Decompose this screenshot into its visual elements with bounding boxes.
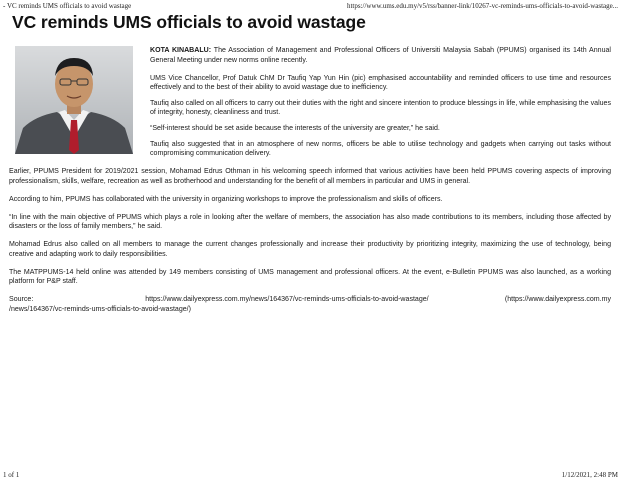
source-link[interactable]: https://www.dailyexpress.com.my/news/164367/vc-reminds-ums-officials-to-avoid-wastage/ [145, 296, 429, 304]
body-paragraph: The MATPPUMS-14 held online was attended by 149 members consisting of UMS management and professional officers. At the event, e-Bulletin PPUMS was also launched, as a working platform for P&P staff. [9, 268, 611, 286]
source-link-paren-continued[interactable]: /news/164367/vc-reminds-ums-officials-to-avoid-wastage/) [9, 306, 191, 314]
article-title: VC reminds UMS officials to avoid wastage [12, 12, 366, 32]
body-paragraph: Earlier, PPUMS President for 2019/2021 session, Mohamad Edrus Othman in his welcoming speech informed that various activities have been held PPUMS covering aspects of improving professionalism, skills, welfare, recreation as well as brotherhood and understanding for the benefit of all members in particular and UMS in general. [9, 168, 611, 185]
article-body [9, 46, 611, 315]
vice-chancellor-photo [15, 46, 133, 154]
body-paragraph: Mohamad Edrus also called on all members to manage the current changes professionally and increase their productivity by prioritizing integrity, maximizing the use of technology, being creative and adapting work to daily responsibilities. [9, 241, 611, 258]
source-label: Source: [9, 296, 34, 304]
source-block [9, 295, 611, 314]
dateline: KOTA KINABALU: [150, 47, 212, 54]
print-footer [0, 470, 621, 480]
lead-text: The Association of Management and Professional Officers of Universiti Malaysia Sabah (PPUMS) organised its 14th Annual General Meeting under new norms online recently. [150, 47, 611, 64]
print-header-url: https://www.ums.edu.my/v5/rss/banner-link/10267-vc-reminds-ums-officials-to-avoid-wastage... [346, 2, 618, 10]
quote-paragraph: “In line with the main objective of PPUMS which plays a role in looking after the welfare of members, the association has also made contributions to its members, including those affected by disasters or the loss of family members,” he said. [9, 213, 611, 231]
body-paragraph: UMS Vice Chancellor, Prof Datuk ChM Dr Taufiq Yap Yun Hin (pic) emphasised accountability and reminded officers to use time and resources effectively and to the best of their ability to avoid wastage due to inefficiency. [150, 74, 611, 92]
source-link-paren[interactable]: (https://www.dailyexpress.com.my [504, 296, 611, 304]
print-datetime: 1/12/2021, 2:48 PM [561, 471, 618, 479]
quote-paragraph: “Self-interest should be set aside because the interests of the university are greater,” he said. [150, 124, 440, 132]
body-paragraph: Taufiq also suggested that in an atmosphere of new norms, officers be able to utilise technology and gadgets when carrying out tasks without compromising communication delivery. [150, 140, 611, 158]
print-header [0, 1, 621, 11]
body-paragraph: According to him, PPUMS has collaborated with the university in organizing workshops to improve the professionalism and skills of officers. [9, 195, 443, 203]
print-header-title: - VC reminds UMS officials to avoid wastage [3, 2, 132, 10]
body-paragraph: Taufiq also called on all officers to carry out their duties with the right and sincere intention to produce blessings in life, while emphasising the values of integrity, honesty, cleanliness and trust. [150, 99, 611, 117]
page-number: 1 of 1 [3, 471, 20, 479]
